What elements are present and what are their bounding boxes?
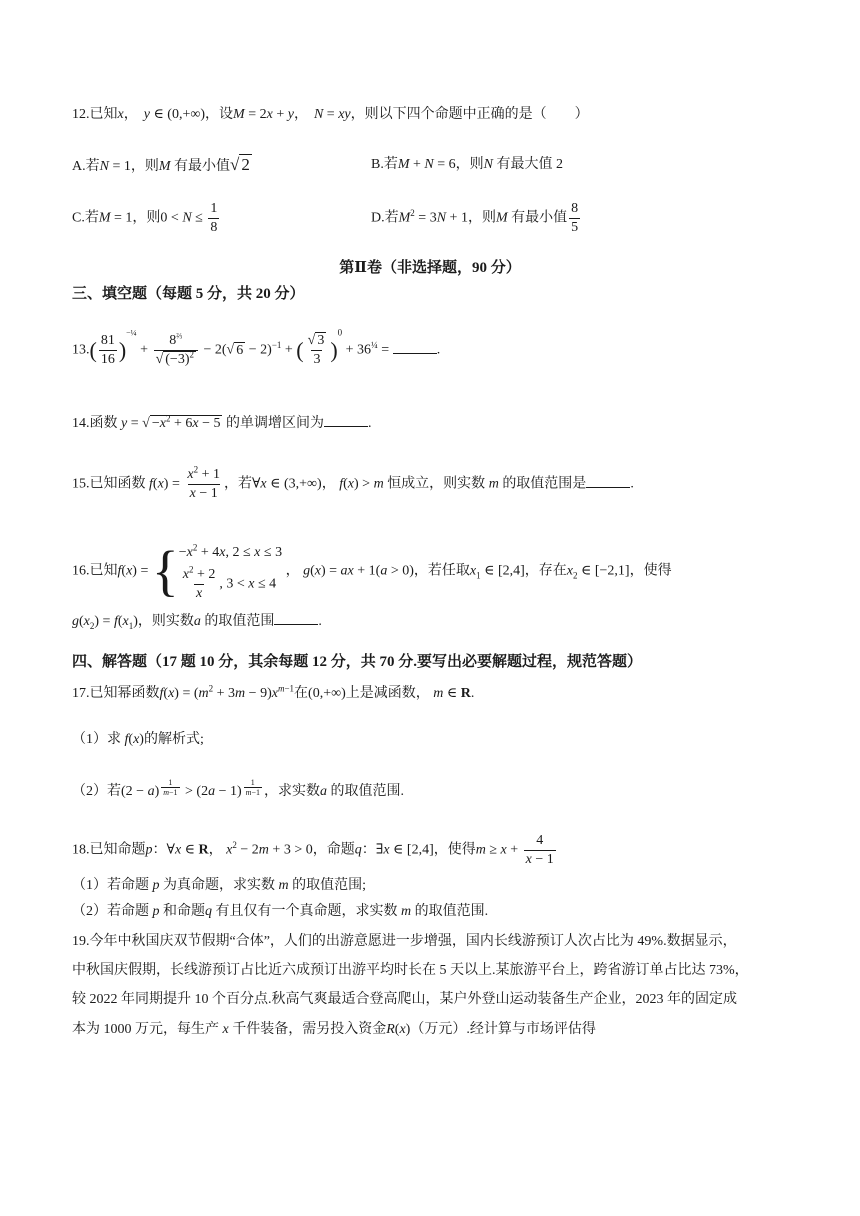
- q16-text-cont: $g(x_2) = f(x_1)$，则实数a 的取值范围 .: [72, 610, 322, 632]
- q19-line3: 较 2022 年同期提升 10 个百分点.秋高气爽最适合登高爬山，某户外登山运动装备生产企业，2023 年的固定成: [72, 992, 737, 1007]
- q15-text: 15.已知函数 f(x) = $\frac{x^2 + 1}{x - 1}$ ，若∀x ∈ (3,+∞)， f(x) > m 恒成立，则实数 m 的取值范围是 .: [72, 464, 634, 501]
- q12-option-c: C.若M = 1，则0 < N ≤ $\frac{1}{8}$: [72, 201, 218, 235]
- q19-line1: 19.今年中秋国庆双节假期“合体”，人们的出游意愿进一步增强，国内长线游预订人次占比为 49%.数据显示，: [72, 934, 737, 949]
- q12-option-b: B.若M + N = 6，则N 有最大值 2: [371, 157, 564, 172]
- q17-part1: （1）求 f(x)的解析式;: [72, 732, 204, 747]
- q12-option-d: D.若$M^2 = 3N + 1$，则M 有最小值 $\frac{8}{5}$: [371, 201, 579, 235]
- q12-option-a: A.若N = 1，则M 有最小值√ 2: [72, 155, 250, 174]
- q16-text: 16.已知f(x) = { $-x^2 + 4x$, 2 ≤ x ≤ 3 $\frac{x^2 + 2}{x}$ , 3 < x ≤ 4 ， g(x) = ax + 1(a > 0)，若任取$x_1$ ∈ [2,4]，存在$x_2$ ∈ [−2,1]，使得: [72, 540, 672, 603]
- part2-title: 第Ⅱ卷（非选择题，90 分）: [339, 260, 521, 276]
- q18-stem: 18.已知命题p：∀x ∈ R， $x^2 - 2m + 3 > 0$，命题q：∃x ∈ [2,4]，使得m ≥ x + $\frac{4}{x - 1}$: [72, 833, 554, 867]
- q14-text: 14.函数 y = √ $-x^2 + 6x - 5$ 的单调增区间为 .: [72, 413, 372, 431]
- q17-part2: （2）若(2 − a) $^{\frac{1}{m-1}}$ > (2a − 1) $^{\frac{1}{m-1}}$ ，求实数a 的取值范围.: [72, 778, 404, 800]
- q17-stem: 17.已知幂函数$f(x) = (m^2 + 3m - 9)x^{m-1}$在(0,+∞)上是减函数， m ∈ R.: [72, 683, 475, 701]
- q19-line4: 本为 1000 万元，每生产 x 千件装备，需另投入资金R(x)（万元）.经计算与市场评估得: [72, 1022, 596, 1037]
- q18-part1: （1）若命题 p 为真命题，求实数 m 的取值范围;: [72, 878, 367, 893]
- q13-expression: 13.( $\frac{81}{16}$ )$^{-\frac{1}{4}}$ + $\frac{8^{\frac{2}{3}}}{√ (-3)^2}$ − 2(√ 6 − 2)$^{-1}$ + ( $\frac{√ 3}{3}$ )$^0 + 36^{\frac{1}{4}}$ = .: [72, 327, 441, 367]
- section4-title: 四、解答题（17 题 10 分，其余每题 12 分，共 70 分.要写出必要解题过程，规范答题）: [72, 654, 643, 670]
- q18-part2: （2）若命题 p 和命题q 有且仅有一个真命题，求实数 m 的取值范围.: [72, 904, 489, 919]
- section3-title: 三、填空题（每题 5 分，共 20 分）: [72, 286, 305, 302]
- q12-stem: 12.已知x， y ∈ (0,+∞)，设M = 2x + y， N = xy，则以下四个命题中正确的是（ ）: [72, 107, 589, 122]
- q19-line2: 中秋国庆假期，长线游预订占比近六成预订出游平均时长在 5 天以上.某旅游平台上，跨省游订单占比达 73%，: [72, 963, 749, 978]
